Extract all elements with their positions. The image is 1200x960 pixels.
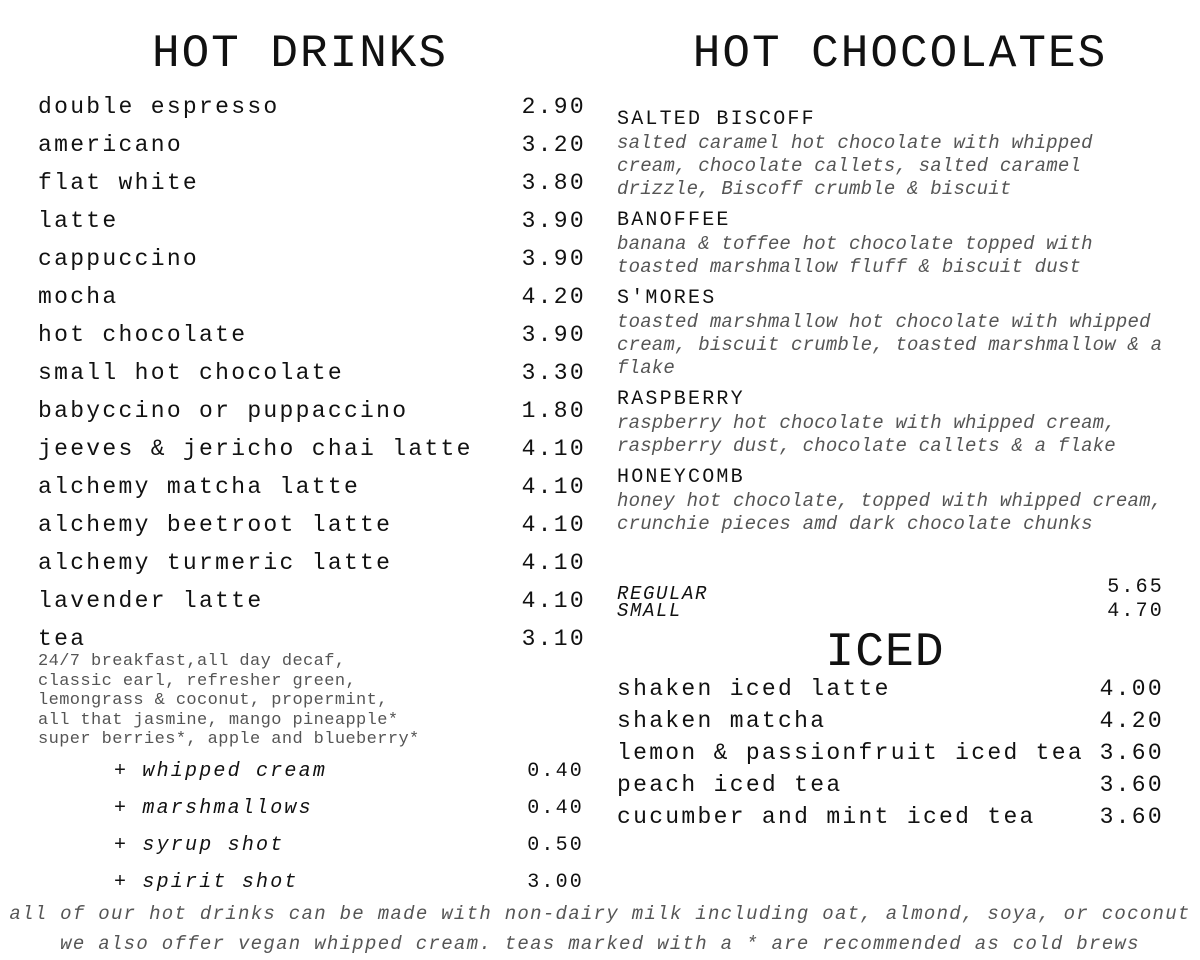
footer-note-vegan: we also offer vegan whipped cream. teas marked with a * are recommended as cold brews bbox=[60, 933, 1140, 955]
item-price: 4.00 bbox=[1099, 676, 1164, 702]
menu-item bbox=[38, 246, 586, 284]
menu-item bbox=[38, 94, 586, 132]
menu-item bbox=[617, 772, 1164, 804]
hot-chocolate-name: HONEYCOMB bbox=[617, 466, 745, 489]
addon-name: + marshmallows bbox=[114, 797, 313, 820]
item-name: alchemy turmeric latte bbox=[38, 550, 393, 576]
item-name: shaken matcha bbox=[617, 708, 827, 734]
menu-item bbox=[38, 170, 586, 208]
hot-chocolate-item bbox=[617, 108, 1167, 201]
menu-item bbox=[617, 804, 1164, 836]
iced-list bbox=[617, 676, 1164, 836]
item-name: latte bbox=[38, 208, 119, 234]
hot-chocolate-sizes bbox=[617, 576, 1164, 624]
item-price: 3.80 bbox=[521, 170, 586, 196]
item-price: 3.60 bbox=[1099, 772, 1164, 798]
menu-item bbox=[38, 208, 586, 246]
menu-item bbox=[38, 474, 586, 512]
hot-chocolate-name: SALTED BISCOFF bbox=[617, 108, 816, 131]
item-price: 4.10 bbox=[521, 474, 586, 500]
addon-price: 0.40 bbox=[527, 797, 584, 820]
item-name: hot chocolate bbox=[38, 322, 248, 348]
item-name: shaken iced latte bbox=[617, 676, 891, 702]
item-price: 4.20 bbox=[1099, 708, 1164, 734]
addon-item bbox=[114, 760, 584, 797]
menu-item bbox=[38, 132, 586, 170]
item-name: peach iced tea bbox=[617, 772, 843, 798]
item-price: 4.10 bbox=[521, 436, 586, 462]
hot-chocolate-name: BANOFFEE bbox=[617, 209, 731, 232]
hot-chocolate-description: salted caramel hot chocolate with whipped cream, chocolate callets, salted caramel drizzle, Biscoff crumble & biscuit bbox=[617, 132, 1093, 200]
item-name: tea bbox=[38, 626, 87, 652]
menu-item bbox=[38, 588, 586, 626]
menu-item bbox=[617, 708, 1164, 740]
tea-item bbox=[38, 626, 586, 652]
item-price: 3.90 bbox=[521, 208, 586, 234]
item-price: 3.10 bbox=[521, 626, 586, 652]
size-option bbox=[617, 576, 1164, 605]
addons-list bbox=[114, 760, 584, 908]
menu-item bbox=[617, 676, 1164, 708]
item-price: 4.10 bbox=[521, 512, 586, 538]
item-name: americano bbox=[38, 132, 183, 158]
item-name: lemon & passionfruit iced tea bbox=[617, 740, 1084, 766]
item-price: 3.90 bbox=[521, 322, 586, 348]
size-label: REGULAR bbox=[617, 583, 709, 605]
hot-chocolate-name: RASPBERRY bbox=[617, 388, 745, 411]
hot-chocolate-description: banana & toffee hot chocolate topped with toasted marshmallow fluff & biscuit dust bbox=[617, 233, 1093, 278]
hot-chocolates-title: HOT CHOCOLATES bbox=[692, 28, 1108, 80]
hot-chocolate-name: S'MORES bbox=[617, 287, 717, 310]
addon-item bbox=[114, 797, 584, 834]
hot-chocolate-item bbox=[617, 287, 1167, 380]
item-price: 3.60 bbox=[1099, 804, 1164, 830]
hot-chocolate-item bbox=[617, 209, 1167, 279]
size-price: 5.65 bbox=[1107, 576, 1164, 599]
item-price: 3.60 bbox=[1099, 740, 1164, 766]
addon-item bbox=[114, 834, 584, 871]
addon-price: 3.00 bbox=[527, 871, 584, 894]
menu-item bbox=[38, 512, 586, 550]
iced-title: ICED bbox=[825, 626, 945, 680]
addon-name: + spirit shot bbox=[114, 871, 299, 894]
item-price: 4.10 bbox=[521, 550, 586, 576]
footer-note-milk: all of our hot drinks can be made with non-dairy milk including oat, almond, soya, or coconut bbox=[9, 903, 1191, 925]
item-price: 3.20 bbox=[521, 132, 586, 158]
addon-name: + syrup shot bbox=[114, 834, 285, 857]
item-name: flat white bbox=[38, 170, 200, 196]
hot-chocolate-item bbox=[617, 388, 1167, 458]
addon-price: 0.40 bbox=[527, 760, 584, 783]
item-price: 4.10 bbox=[521, 588, 586, 614]
item-name: jeeves & jericho chai latte bbox=[38, 436, 473, 462]
menu-item bbox=[38, 284, 586, 322]
menu-item bbox=[617, 740, 1164, 772]
hot-chocolate-description: honey hot chocolate, topped with whipped cream, crunchie pieces amd dark chocolate chunks bbox=[617, 490, 1163, 535]
menu-item bbox=[38, 398, 586, 436]
size-label: SMALL bbox=[617, 600, 683, 622]
menu-item bbox=[38, 436, 586, 474]
menu-item bbox=[38, 322, 586, 360]
item-name: alchemy matcha latte bbox=[38, 474, 361, 500]
item-name: cucumber and mint iced tea bbox=[617, 804, 1036, 830]
item-name: mocha bbox=[38, 284, 119, 310]
size-price: 4.70 bbox=[1107, 600, 1164, 623]
item-price: 4.20 bbox=[521, 284, 586, 310]
item-name: babyccino or puppaccino bbox=[38, 398, 409, 424]
item-price: 2.90 bbox=[521, 94, 586, 120]
hot-chocolate-description: toasted marshmallow hot chocolate with whipped cream, biscuit crumble, toasted marshmallow & a flake bbox=[617, 311, 1163, 379]
hot-chocolate-item bbox=[617, 466, 1167, 536]
item-name: alchemy beetroot latte bbox=[38, 512, 393, 538]
item-name: double espresso bbox=[38, 94, 280, 120]
item-price: 3.30 bbox=[521, 360, 586, 386]
hot-drinks-title: HOT DRINKS bbox=[151, 28, 449, 80]
hot-drinks-list bbox=[38, 94, 586, 750]
menu-item bbox=[38, 550, 586, 588]
addon-name: + whipped cream bbox=[114, 760, 328, 783]
item-price: 3.90 bbox=[521, 246, 586, 272]
hot-chocolate-description: raspberry hot chocolate with whipped cream, raspberry dust, chocolate callets & a flake bbox=[617, 412, 1116, 457]
item-name: cappuccino bbox=[38, 246, 200, 272]
item-name: lavender latte bbox=[38, 588, 264, 614]
hot-chocolates-list bbox=[617, 108, 1167, 544]
menu-item bbox=[38, 360, 586, 398]
tea-varieties: 24/7 breakfast,all day decaf, classic earl, refresher green, lemongrass & coconut, propermint, all that jasmine, mango pineapple* super berries*, apple and blueberry* bbox=[38, 652, 420, 749]
addon-price: 0.50 bbox=[527, 834, 584, 857]
item-name: small hot chocolate bbox=[38, 360, 344, 386]
item-price: 1.80 bbox=[521, 398, 586, 424]
